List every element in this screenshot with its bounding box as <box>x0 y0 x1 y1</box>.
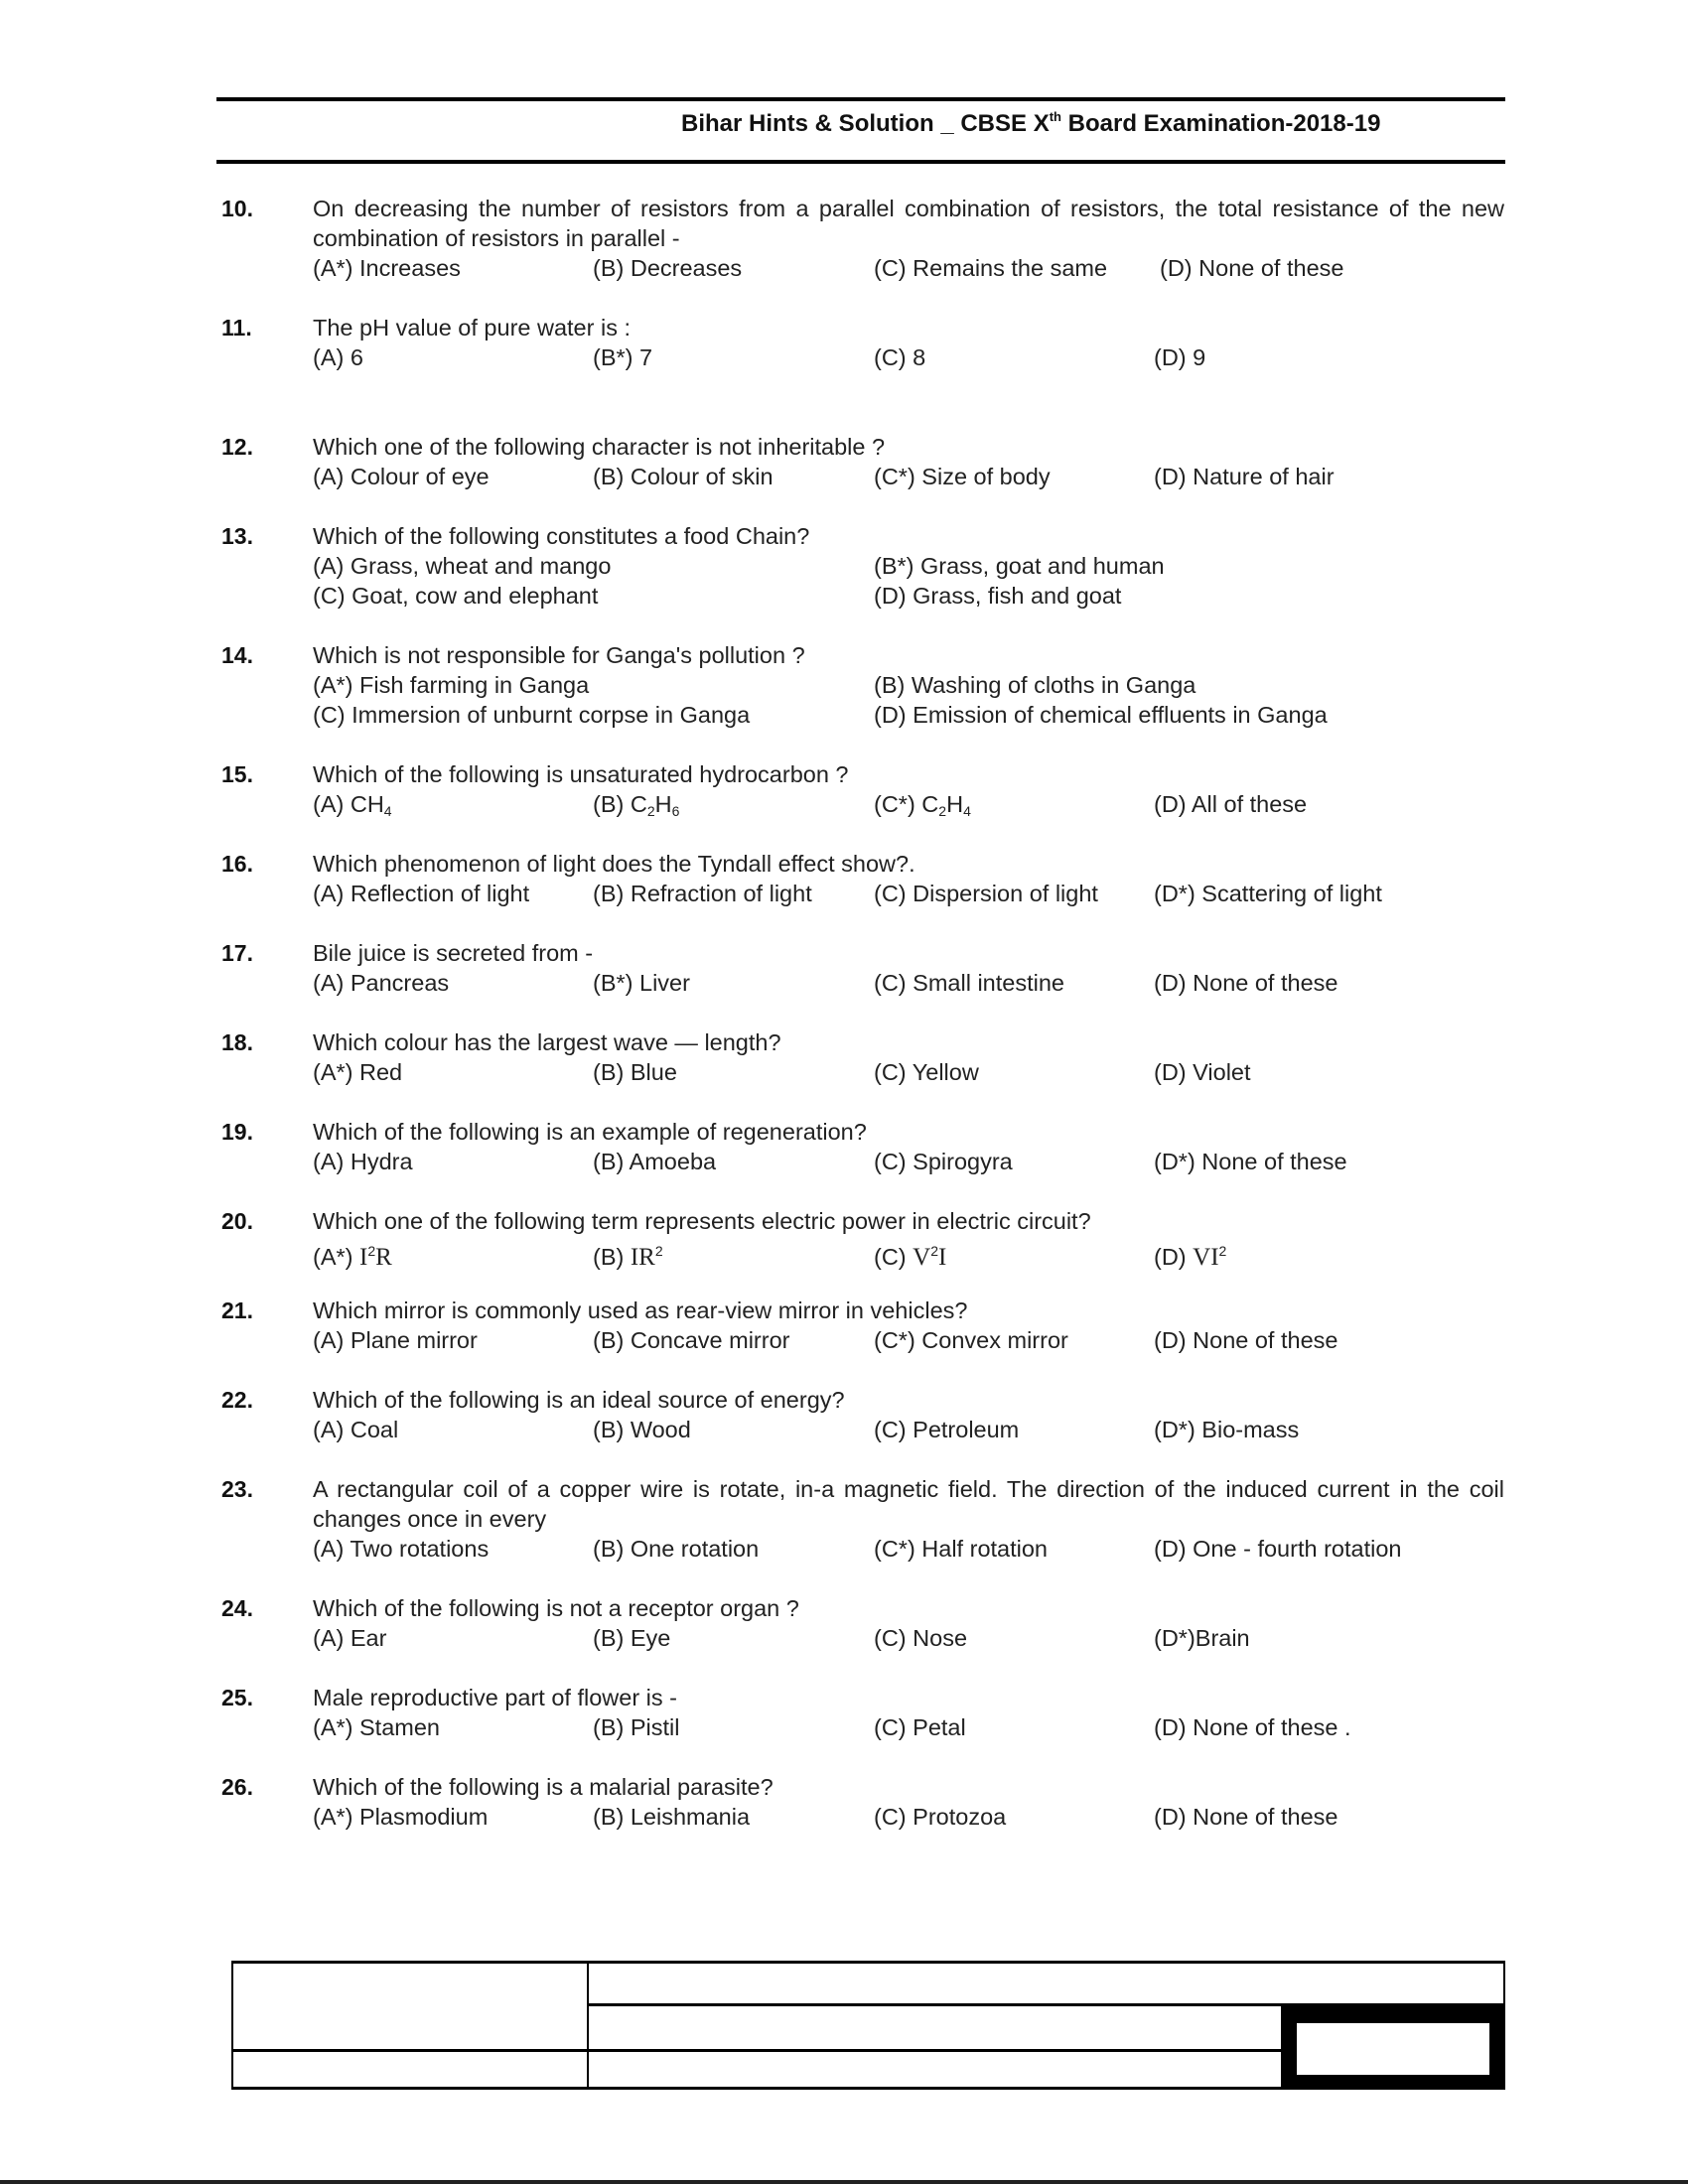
question-text: Male reproductive part of flower is - <box>313 1685 678 1710</box>
option-b[interactable]: (B) Decreases <box>593 255 743 281</box>
question-number: 17. <box>221 940 253 966</box>
question-text: Which one of the following term represents electric power in electric circuit? <box>313 1208 1091 1234</box>
subscript: 4 <box>963 803 971 819</box>
option-b[interactable]: (B) One rotation <box>593 1536 760 1562</box>
question-text: The pH value of pure water is : <box>313 315 632 341</box>
header-bottom-rule <box>216 160 1505 164</box>
option-d[interactable]: (D) One - fourth rotation <box>1154 1536 1402 1562</box>
question-number: 15. <box>221 761 253 787</box>
option-a[interactable]: (A*) Fish farming in Ganga <box>313 672 590 698</box>
option-a[interactable]: (A) Reflection of light <box>313 881 530 906</box>
table-border-right <box>1503 1961 1505 2005</box>
question-number: 25. <box>221 1685 253 1710</box>
option-c[interactable]: (C) Goat, cow and elephant <box>313 583 599 609</box>
option-b[interactable]: (B) Pistil <box>593 1714 680 1740</box>
option-b[interactable]: (B*) Liver <box>593 970 690 996</box>
subscript: 4 <box>383 803 392 819</box>
option-d[interactable]: (D*) None of these <box>1154 1149 1347 1174</box>
option-a[interactable]: (A*) Red <box>313 1059 403 1085</box>
page-bottom-edge <box>0 2180 1688 2184</box>
question-number: 13. <box>221 523 253 549</box>
option-b[interactable]: (B*) Grass, goat and human <box>874 553 1165 579</box>
option-a[interactable]: (A) Ear <box>313 1625 387 1651</box>
option-c[interactable]: (C) Spirogyra <box>874 1149 1013 1174</box>
question-number: 22. <box>221 1387 253 1413</box>
option-a[interactable]: (A) Two rotations <box>313 1536 490 1562</box>
question-number: 26. <box>221 1774 253 1800</box>
formula-part: V <box>913 1244 931 1271</box>
table-row-divider-bottom <box>231 2049 1281 2052</box>
table-black-cell-inner <box>1297 2023 1489 2075</box>
question-text: Bile juice is secreted from - <box>313 940 594 966</box>
option-c[interactable]: (C) Remains the same <box>874 255 1108 281</box>
question-number: 20. <box>221 1208 253 1234</box>
option-c[interactable] <box>874 1236 946 1273</box>
option-d[interactable]: (D) None of these <box>1154 970 1338 996</box>
header-title-suffix: Board Examination-2018-19 <box>1060 110 1381 137</box>
question-text: Which of the following is an ideal source of energy? <box>313 1387 845 1413</box>
option-a[interactable]: (A*) Stamen <box>313 1714 440 1740</box>
option-text: (B) <box>593 1244 631 1270</box>
header-title-prefix: Bihar Hints & Solution _ CBSE X <box>681 110 1050 137</box>
option-d[interactable]: (D*) Scattering of light <box>1154 881 1382 906</box>
option-d[interactable]: (D*) Bio-mass <box>1154 1417 1300 1442</box>
superscript: 2 <box>654 1243 663 1259</box>
option-a[interactable]: (A) 6 <box>313 344 363 370</box>
subscript: 2 <box>938 803 947 819</box>
option-b[interactable]: (B) Eye <box>593 1625 671 1651</box>
question-text: Which colour has the largest wave — length? <box>313 1029 781 1055</box>
option-a[interactable]: (A) Colour of eye <box>313 464 490 489</box>
question-text: Which mirror is commonly used as rear-view mirror in vehicles? <box>313 1297 968 1323</box>
option-d[interactable]: (D) None of these . <box>1154 1714 1351 1740</box>
option-c[interactable]: (C*) Half rotation <box>874 1536 1048 1562</box>
subscript: 6 <box>671 803 680 819</box>
option-b[interactable]: (B) Concave mirror <box>593 1327 790 1353</box>
option-b[interactable]: (B) Wood <box>593 1417 691 1442</box>
option-c[interactable]: (C) Nose <box>874 1625 968 1651</box>
option-c[interactable]: (C) Petroleum <box>874 1417 1020 1442</box>
option-d[interactable]: (D) Violet <box>1154 1059 1251 1085</box>
table-border-top <box>231 1961 1505 1964</box>
option-b[interactable]: (B) Refraction of light <box>593 881 812 906</box>
option-a[interactable]: (A*) Plasmodium <box>313 1804 489 1830</box>
option-a[interactable]: (A) Grass, wheat and mango <box>313 553 612 579</box>
option-d[interactable] <box>1154 1236 1226 1273</box>
option-c[interactable]: (C*) Convex mirror <box>874 1327 1068 1353</box>
option-text: (C*) C <box>874 791 939 817</box>
question-number: 24. <box>221 1595 253 1621</box>
option-text: (D) <box>1154 1244 1194 1270</box>
table-black-cell <box>1281 2003 1505 2090</box>
header-title-superscript: th <box>1049 109 1061 124</box>
table-column-divider <box>587 1961 589 2090</box>
formula-part: I <box>359 1244 368 1271</box>
question-text: A rectangular coil of a copper wire is rotate, in-a magnetic field. The direction of the induced current in the coil changes once in every <box>313 1476 1504 1532</box>
formula-part: I <box>938 1244 947 1271</box>
superscript: 2 <box>367 1243 376 1259</box>
table-border-left <box>231 1961 233 2090</box>
option-c[interactable]: (C*) Size of body <box>874 464 1051 489</box>
question-text: Which is not responsible for Ganga's pollution ? <box>313 642 805 668</box>
question-text: Which one of the following character is not inheritable ? <box>313 434 886 460</box>
question-text: Which of the following is not a receptor organ ? <box>313 1595 799 1621</box>
option-b[interactable] <box>593 1236 663 1273</box>
option-text: H <box>654 791 672 817</box>
option-a[interactable]: (A) Hydra <box>313 1149 413 1174</box>
option-b[interactable]: (B) Colour of skin <box>593 464 774 489</box>
option-text: H <box>946 791 964 817</box>
option-d[interactable]: (D) 9 <box>1154 344 1206 370</box>
option-d[interactable]: (D*)Brain <box>1154 1625 1250 1651</box>
option-d[interactable]: (D) Nature of hair <box>1154 464 1335 489</box>
option-d[interactable]: (D) None of these <box>1154 1327 1338 1353</box>
option-a[interactable]: (A) Plane mirror <box>313 1327 478 1353</box>
question-number: 11. <box>221 315 252 341</box>
option-a[interactable]: (A) Pancreas <box>313 970 450 996</box>
formula-part: IR <box>630 1244 655 1271</box>
option-d[interactable]: (D) All of these <box>1154 791 1308 817</box>
question-text: Which of the following constitutes a food Chain? <box>313 523 810 549</box>
option-b[interactable]: (B*) 7 <box>593 344 653 370</box>
option-text: (A*) <box>313 1244 359 1270</box>
option-b[interactable] <box>593 789 679 826</box>
question-text: Which phenomenon of light does the Tyndall effect show?. <box>313 851 915 877</box>
option-c[interactable]: (C) Yellow <box>874 1059 979 1085</box>
question-number: 18. <box>221 1029 253 1055</box>
option-c[interactable]: (C) Dispersion of light <box>874 881 1098 906</box>
option-d[interactable]: (D) Grass, fish and goat <box>874 583 1122 609</box>
option-c[interactable] <box>874 789 971 826</box>
option-text: (B) C <box>593 791 647 817</box>
question-number: 23. <box>221 1476 253 1502</box>
option-c[interactable]: (C) 8 <box>874 344 926 370</box>
question-number: 19. <box>221 1119 253 1145</box>
option-a[interactable]: (A*) Increases <box>313 255 461 281</box>
question-text: Which of the following is an example of regeneration? <box>313 1119 867 1145</box>
superscript: 2 <box>930 1243 939 1259</box>
option-d[interactable]: (D) None of these <box>1154 1804 1338 1830</box>
question-number: 10. <box>221 196 253 221</box>
option-c[interactable]: (C) Protozoa <box>874 1804 1007 1830</box>
superscript: 2 <box>1218 1243 1227 1259</box>
question-number: 16. <box>221 851 253 877</box>
option-b[interactable]: (B) Amoeba <box>593 1149 717 1174</box>
question-text: On decreasing the number of resistors from a parallel combination of resistors, the total resistance of the new combination of resistors in parallel - <box>313 196 1504 251</box>
formula-part: R <box>375 1244 392 1271</box>
option-d[interactable]: (D) None of these <box>1160 255 1344 281</box>
page-header-title <box>681 109 1380 138</box>
question-number: 21. <box>221 1297 253 1323</box>
option-a[interactable] <box>313 789 392 826</box>
footer-info-table <box>231 1961 1505 2090</box>
option-d[interactable]: (D) Emission of chemical effluents in Ganga <box>874 702 1328 728</box>
option-b[interactable]: (B) Washing of cloths in Ganga <box>874 672 1196 698</box>
option-text: (A) CH <box>313 791 384 817</box>
option-b[interactable]: (B) Leishmania <box>593 1804 751 1830</box>
question-text: Which of the following is unsaturated hydrocarbon ? <box>313 761 849 787</box>
option-b[interactable]: (B) Blue <box>593 1059 677 1085</box>
option-a[interactable]: (A) Coal <box>313 1417 399 1442</box>
option-c[interactable]: (C) Petal <box>874 1714 966 1740</box>
question-text: Which of the following is a malarial parasite? <box>313 1774 774 1800</box>
subscript: 2 <box>646 803 655 819</box>
option-c[interactable]: (C) Immersion of unburnt corpse in Ganga <box>313 702 751 728</box>
question-number: 14. <box>221 642 253 668</box>
header-top-rule <box>216 97 1505 101</box>
formula-part: VI <box>1193 1244 1219 1271</box>
option-a[interactable] <box>313 1236 392 1273</box>
option-text: (C) <box>874 1244 914 1270</box>
option-c[interactable]: (C) Small intestine <box>874 970 1064 996</box>
question-number: 12. <box>221 434 253 460</box>
